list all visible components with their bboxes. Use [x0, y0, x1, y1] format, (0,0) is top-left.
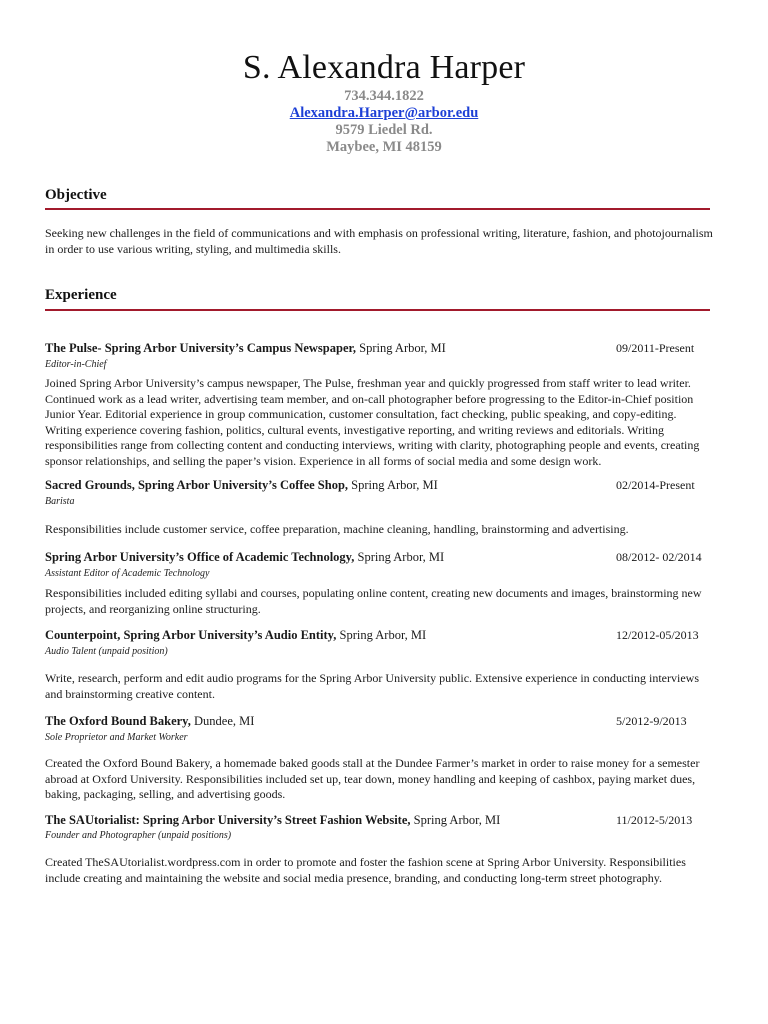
job-organization: The Pulse- Spring Arbor University’s Campus Newspaper,	[45, 341, 357, 355]
email-link[interactable]: Alexandra.Harper@arbor.edu	[289, 105, 479, 121]
job-heading	[45, 713, 715, 729]
email-line	[0, 105, 768, 122]
job-heading	[45, 340, 715, 356]
job-heading	[45, 477, 715, 493]
candidate-name: S. Alexandra Harper	[242, 49, 526, 86]
job-dates: 08/2012- 02/2014	[616, 550, 702, 564]
job-organization: Counterpoint, Spring Arbor University’s Audio Entity,	[45, 628, 337, 642]
job-heading	[45, 627, 715, 643]
address-city: Maybee, MI 48159	[326, 139, 442, 155]
job-location: Spring Arbor, MI	[357, 550, 445, 564]
objective-divider	[45, 208, 710, 210]
job-description: Created TheSAUtorialist.wordpress.com in order to promote and foster the fashion scene at Spring Arbor University. Responsibilities include creating and maintaining the website and social media presence, branding, and conducting long-term street photography.	[45, 855, 686, 885]
job-organization: The SAUtorialist: Spring Arbor University’s Street Fashion Website,	[45, 813, 411, 827]
job-organization: The Oxford Bound Bakery,	[45, 714, 191, 728]
job-description: Created the Oxford Bound Bakery, a homemade baked goods stall at the Dundee Farmer’s market in order to raise money for a semester abroad at Oxford University. Responsibilities included set up, tear down, money handling and keeping of cashbox, paying market dues, baking, packaging, selling, and advertising goods.	[45, 756, 700, 802]
job-role: Sole Proprietor and Market Worker	[45, 732, 188, 743]
job-role: Barista	[45, 496, 75, 507]
job-role: Assistant Editor of Academic Technology	[45, 568, 210, 579]
job-location: Dundee, MI	[194, 714, 255, 728]
job-location: Spring Arbor, MI	[359, 341, 446, 355]
job-location: Spring Arbor, MI	[351, 478, 438, 492]
job-role: Editor-in-Chief	[45, 359, 107, 370]
job-role: Founder and Photographer (unpaid positions)	[45, 830, 232, 841]
phone-number: 734.344.1822	[344, 88, 424, 104]
experience-divider	[45, 309, 710, 311]
job-heading	[45, 549, 715, 565]
job-dates: 5/2012-9/2013	[616, 714, 687, 728]
objective-heading: Objective	[45, 187, 107, 203]
job-description: Joined Spring Arbor University’s campus newspaper, The Pulse, freshman year and quickly progressed from staff writer to lead writer. Continued work as a lead writer, advertising team member, and on-call photographer before progressing to the Editor-in-Chief position Junior Year. Editorial experience in group communication, customer consultation, fact checking, public speaking, and copy-editing. Writing experience covering fashion, politics, cultural events, investigative reporting, and writing reviews and editorials. Writing responsibilities range from collecting content and conducting interviews, writing with clarity, photographing people and events, creating sponsor relationships, and selling the paper’s vision. Experience in all forms of social media and some design work.	[45, 376, 700, 468]
job-organization: Sacred Grounds, Spring Arbor University’s Coffee Shop,	[45, 478, 349, 492]
job-description: Responsibilities include customer service, coffee preparation, machine cleaning, handling, brainstorming and advertising.	[45, 522, 629, 536]
job-dates: 12/2012-05/2013	[616, 628, 699, 642]
job-dates: 02/2014-Present	[616, 478, 695, 492]
job-heading	[45, 812, 715, 828]
job-location: Spring Arbor, MI	[413, 813, 501, 827]
objective-text: Seeking new challenges in the field of communications and with emphasis on professional writing, literature, fashion, and photojournalism in order to use various writing, styling, and multimedia skills.	[45, 226, 713, 256]
job-role: Audio Talent (unpaid position)	[45, 646, 168, 657]
address-street: 9579 Liedel Rd.	[335, 122, 433, 138]
job-dates: 11/2012-5/2013	[616, 813, 693, 827]
job-location: Spring Arbor, MI	[339, 628, 427, 642]
experience-heading: Experience	[45, 287, 117, 303]
job-description: Responsibilities included editing syllabi and courses, populating online content, creating new documents and images, brainstorming new projects, and reorganizing online structuring.	[45, 586, 702, 616]
job-organization: Spring Arbor University’s Office of Academic Technology,	[45, 550, 355, 564]
resume-header	[0, 48, 768, 156]
job-dates: 09/2011-Present	[616, 341, 695, 355]
job-description: Write, research, perform and edit audio programs for the Spring Arbor University public. Extensive experience in conducting interviews and brainstorming creative content.	[45, 671, 699, 701]
